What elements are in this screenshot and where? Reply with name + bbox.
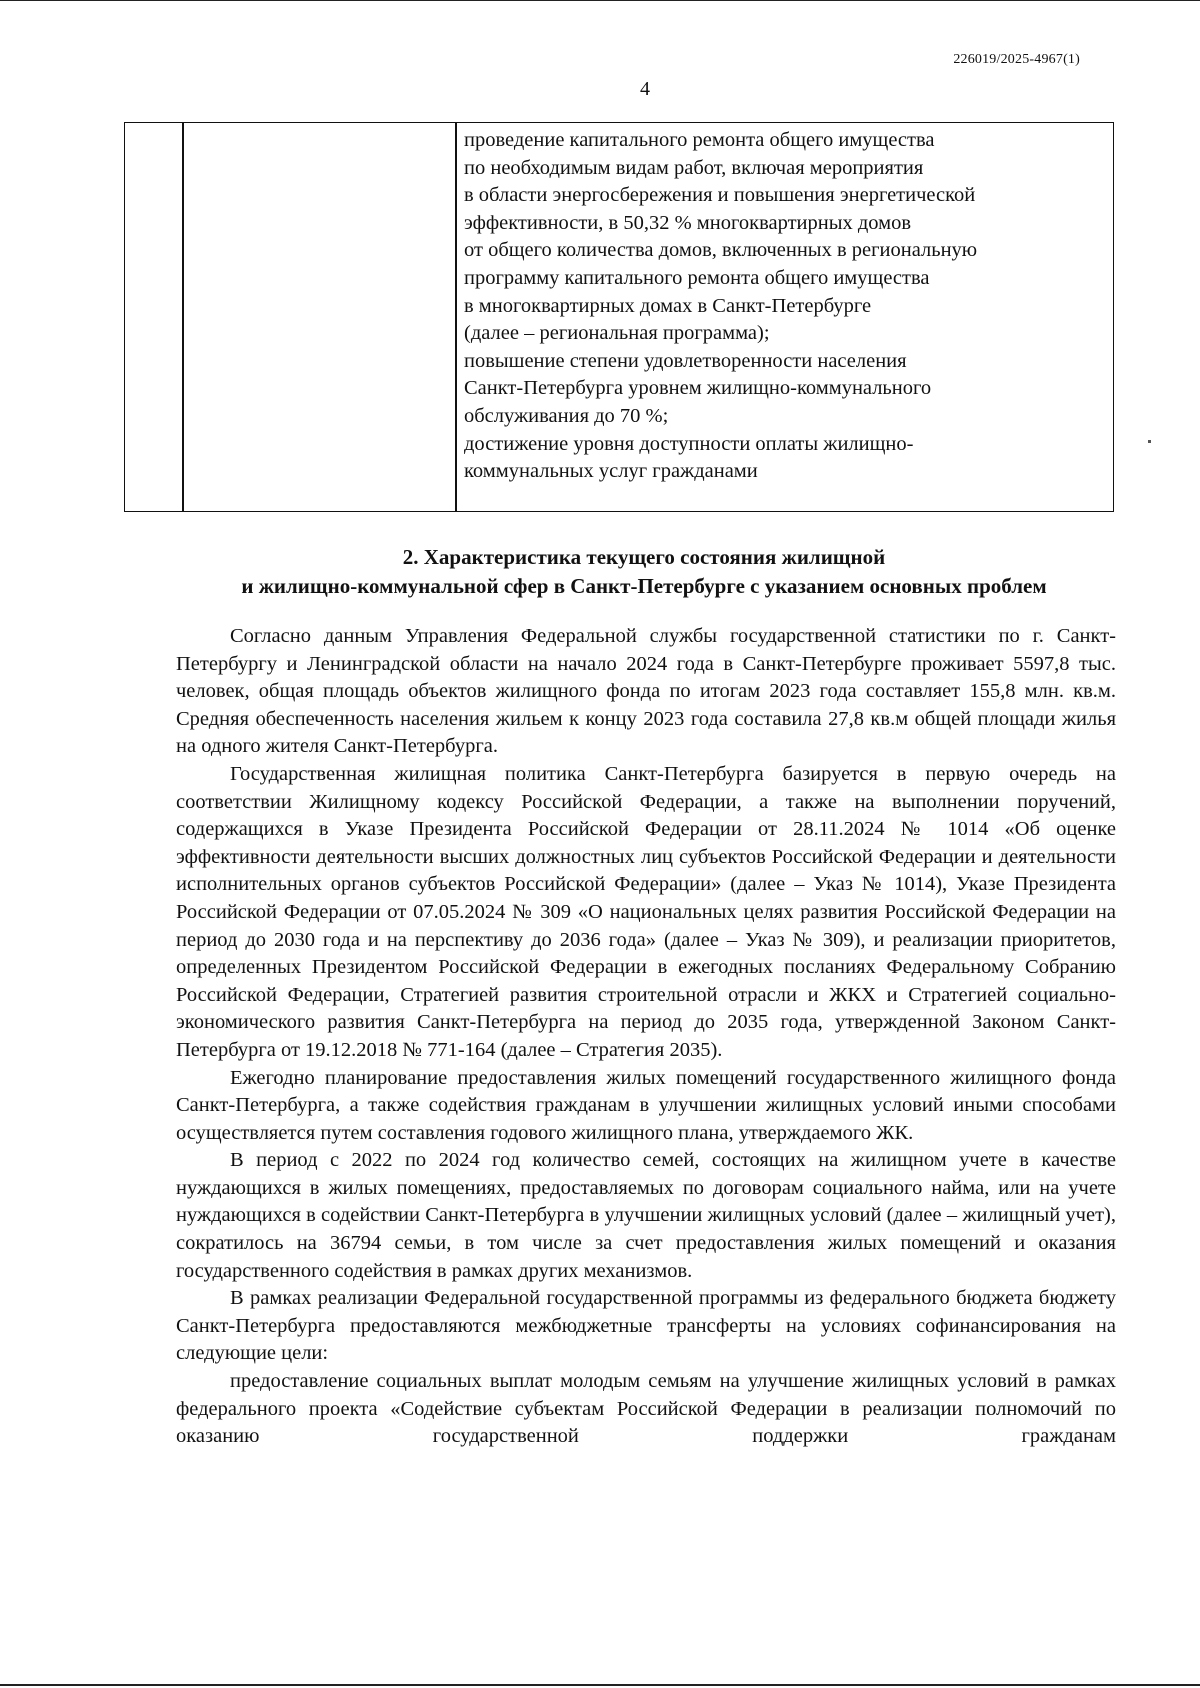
- section-heading-line-2: и жилищно-коммунальной сфер в Санкт-Петербурге с указанием основных проблем: [241, 574, 1047, 598]
- table-cell-line: достижение уровня доступности оплаты жилищно-: [464, 432, 914, 455]
- table-cell-line: проведение капитального ремонта общего имущества: [464, 129, 935, 151]
- paragraph: предоставление социальных выплат молодым семьям на улучшение жилищных условий в рамках федерального проекта «Содействие субъектам Российской Федерации в реализации полномочий по оказанию государственной поддержки гражданам: [176, 1370, 1116, 1448]
- section-heading-line-1: 2. Характеристика текущего состояния жилищной: [402, 545, 886, 569]
- table-cell-line: коммунальных услуг гражданами: [464, 460, 758, 483]
- section-body: [176, 623, 1116, 1451]
- paragraph: Государственная жилищная политика Санкт-Петербурга базируется в первую очередь на соответствии Жилищному кодексу Российской Федерации, а также на выполнении поручений, содержащихся в Указе Президента Российской Федерации от 28.11.2024 № 1014 «Об оценке эффективности деятельности высших должностных лиц субъектов Российской Федерации и деятельности исполнительных органов субъектов Российской Федерации» (далее – Указ № 1014), Указе Президента Российской Федерации от 07.05.2024 № 309 «О национальных целях развития Российской Федерации на период до 2030 года и на перспективу до 2036 года» (далее – Указ № 309), и реализации приоритетов, определенных Президентом Российской Федерации в ежегодных посланиях Федеральному Собранию Российской Федерации, Стратегией развития строительной отрасли и ЖКХ и Стратегией социально-экономического развития Санкт-Петербурга на период до 2035 года, утвержденной Законом Санкт-Петербурга от 19.12.2018 № 771-164 (далее – Стратегия 2035).: [176, 762, 1116, 1061]
- table-cell-line: от общего количества домов, включенных в региональную: [464, 239, 978, 262]
- paragraph: Ежегодно планирование предоставления жилых помещений государственного жилищного фонда Санкт-Петербурга, а также содействия гражданам в улучшении жилищных условий иными способами осуществляется путем составления годового жилищного плана, утверждаемого ЖК.: [176, 1066, 1116, 1144]
- table-column-divider-2: [455, 123, 457, 511]
- document-id: 226019/2025-4967(1): [953, 52, 1080, 67]
- table-cell-line: повышение степени удовлетворенности населения: [464, 349, 907, 372]
- table-cell-line: эффективности, в 50,32 % многоквартирных домов: [464, 211, 912, 234]
- table-cell-goals: [464, 127, 1104, 486]
- page-number: 4: [640, 78, 650, 100]
- page-top-border: [0, 0, 1200, 1]
- table-cell-line: обслуживания до 70 %;: [464, 404, 669, 427]
- table-cell-line: программу капитального ремонта общего имущества: [464, 266, 930, 289]
- program-table: [124, 122, 1114, 512]
- section-heading: [170, 543, 1118, 601]
- page-bottom-border: [0, 1684, 1200, 1686]
- table-cell-line: Санкт-Петербурга уровнем жилищно-коммунального: [464, 377, 932, 400]
- paragraph: В рамках реализации Федеральной государственной программы из федерального бюджета бюджету Санкт-Петербурга предоставляются межбюджетные трансферты на условиях софинансирования на следующие цели:: [176, 1287, 1116, 1365]
- table-cell-line: (далее – региональная программа);: [464, 322, 770, 345]
- scan-speck: [1148, 440, 1151, 443]
- table-column-divider-1: [182, 123, 184, 511]
- table-cell-line: в многоквартирных домах в Санкт-Петербурге: [464, 294, 872, 317]
- paragraph: Согласно данным Управления Федеральной службы государственной статистики по г. Санкт-Петербургу и Ленинградской области на начало 2024 года в Санкт-Петербурге проживает 5597,8 тыс. человек, общая площадь объектов жилищного фонда по итогам 2023 года составляет 155,8 млн. кв.м. Средняя обеспеченность населения жильем к концу 2023 года составила 27,8 кв.м общей площади жилья на одного жителя Санкт-Петербурга.: [176, 625, 1116, 758]
- paragraph: В период с 2022 по 2024 год количество семей, состоящих на жилищном учете в качестве нуждающихся в жилых помещениях, предоставляемых по договорам социального найма, или на учете нуждающихся в содействии Санкт-Петербурга в улучшении жилищных условий (далее – жилищный учет), сократилось на 36794 семьи, в том числе за счет предоставления жилых помещений и оказания государственного содействия в рамках других механизмов.: [176, 1149, 1116, 1282]
- table-cell-line: в области энергосбережения и повышения энергетической: [464, 184, 976, 207]
- table-cell-line: по необходимым видам работ, включая мероприятия: [464, 156, 924, 179]
